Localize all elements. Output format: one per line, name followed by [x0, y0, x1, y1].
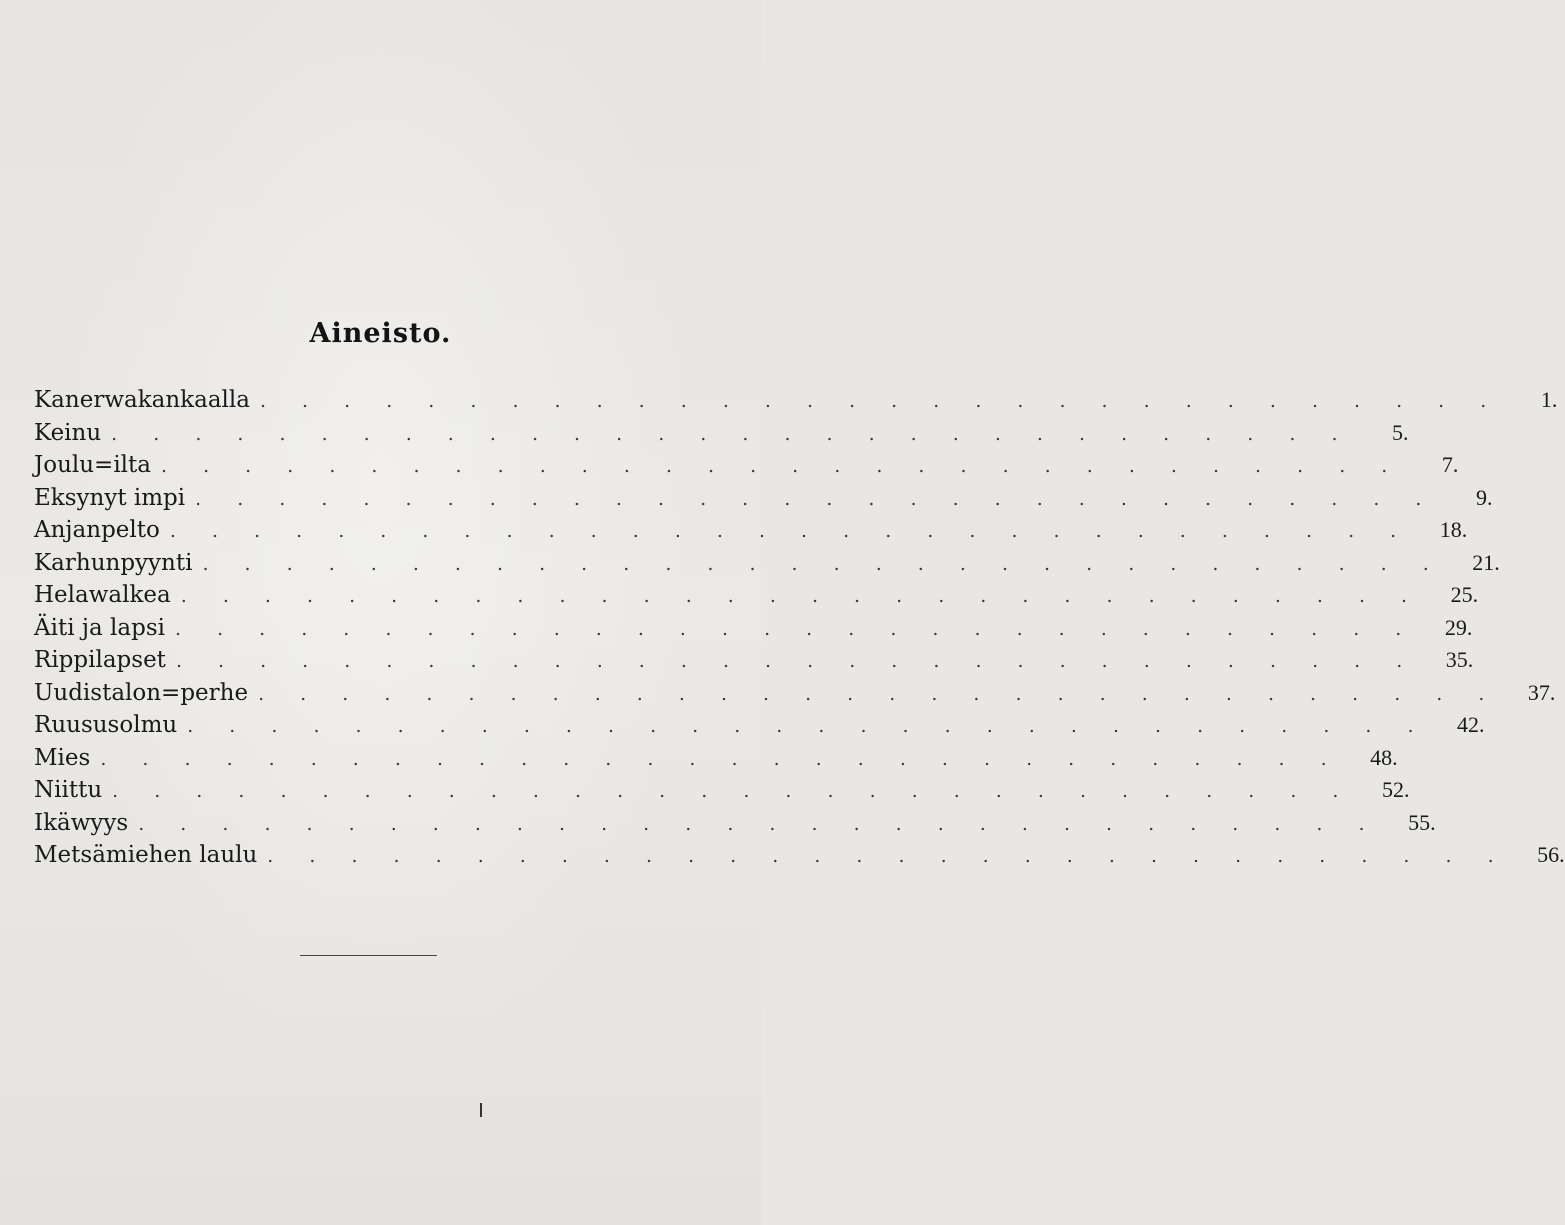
toc-entry: [34, 644, 1474, 677]
toc-entry-title: Joulu=ilta: [34, 452, 151, 478]
dot-leader: . . . . . . . . . . . . . . . . . . . . . . . . . . . . . .: [100, 747, 1342, 770]
dot-leader: . . . . . . . . . . . . . . . . . . . . . . . . . . . . . .: [169, 520, 1412, 542]
dot-leader: . . . . . . . . . . . . . . . . . . . . . . . . . . . . . .: [174, 617, 1417, 640]
toc-entry-page-number: 29.: [1444, 614, 1473, 640]
toc-entry-page-number: 21.: [1472, 549, 1500, 575]
toc-entry-title: Keinu: [34, 419, 102, 446]
table-of-contents: [34, 384, 1565, 872]
toc-entry-title: Ikäwyys: [34, 809, 129, 836]
toc-entry: [34, 839, 1565, 872]
dot-leader: . . . . . . . . . . . . . . . . . . . . . . . . . . . . . .: [111, 422, 1353, 445]
toc-entry-page-number: 42.: [1457, 712, 1485, 737]
toc-entry: [34, 807, 1436, 840]
dot-leader: . . . . . . . . . . . . . . . . . . . . . . . . . . . . . .: [175, 650, 1418, 672]
toc-entry: [34, 482, 1493, 515]
toc-entry-page-number: 56.: [1537, 842, 1565, 867]
toc-entry-title: Karhunpyynti: [34, 549, 193, 576]
ink-speck: [480, 1103, 482, 1117]
toc-entry: [34, 547, 1500, 580]
toc-entry-page-number: 18.: [1439, 517, 1468, 542]
toc-entry-page-number: 48.: [1370, 744, 1398, 770]
toc-entry: [34, 417, 1409, 450]
dot-leader: . . . . . . . . . . . . . . . . . . . . . . . . . . . . . .: [112, 780, 1354, 802]
page-title: Aineisto.: [309, 318, 452, 349]
dot-leader: . . . . . . . . . . . . . . . . . . . . . . . . . . . . . .: [138, 812, 1380, 835]
toc-entry-title: Helawalkea: [34, 582, 171, 608]
toc-entry: [34, 677, 1556, 710]
toc-entry-title: Uudistalon=perhe: [34, 679, 249, 706]
toc-entry-title: Eksynyt impi: [34, 484, 186, 511]
toc-entry: [34, 514, 1468, 547]
dot-leader: . . . . . . . . . . . . . . . . . . . . . . . . . . . . . .: [161, 455, 1403, 477]
toc-entry-page-number: 7.: [1441, 452, 1459, 477]
dot-leader: . . . . . . . . . . . . . . . . . . . . . . . . . . . . . .: [195, 487, 1437, 510]
closing-rule: [300, 955, 437, 956]
dot-leader: . . . . . . . . . . . . . . . . . . . . . . . . . . . . . .: [267, 845, 1509, 867]
toc-entry-title: Rippilapset: [34, 647, 166, 673]
toc-entry-page-number: 1.: [1540, 387, 1558, 412]
toc-entry: [34, 449, 1459, 482]
toc-entry-title: Niittu: [34, 777, 103, 803]
toc-entry-page-number: 55.: [1408, 809, 1436, 835]
toc-entry-page-number: 9.: [1475, 484, 1493, 510]
toc-entry-page-number: 5.: [1392, 419, 1409, 445]
dot-leader: . . . . . . . . . . . . . . . . . . . . . . . . . . . . . .: [202, 552, 1444, 575]
toc-entry-page-number: 25.: [1450, 582, 1479, 607]
toc-entry: [34, 384, 1558, 417]
toc-entry: [34, 612, 1473, 645]
toc-entry: [34, 742, 1398, 775]
dot-leader: . . . . . . . . . . . . . . . . . . . . . . . . . . . . . .: [259, 390, 1502, 412]
dot-leader: . . . . . . . . . . . . . . . . . . . . . . . . . . . . . .: [258, 682, 1500, 705]
toc-entry-page-number: 37.: [1527, 679, 1556, 705]
toc-entry-title: Metsämiehen laulu: [34, 842, 258, 868]
toc-entry-title: Anjanpelto: [34, 517, 160, 543]
toc-entry: [34, 709, 1485, 742]
toc-entry-title: Äiti ja lapsi: [34, 614, 165, 641]
toc-entry-title: Ruususolmu: [34, 712, 178, 738]
toc-entry-page-number: 52.: [1381, 777, 1410, 802]
toc-entry-page-number: 35.: [1445, 647, 1474, 672]
toc-entry: [34, 579, 1479, 612]
toc-entry: [34, 774, 1410, 807]
dot-leader: . . . . . . . . . . . . . . . . . . . . . . . . . . . . . .: [187, 715, 1429, 737]
toc-entry-title: Kanerwakankaalla: [34, 387, 250, 413]
dot-leader: . . . . . . . . . . . . . . . . . . . . . . . . . . . . . .: [180, 585, 1423, 607]
toc-entry-title: Mies: [34, 744, 91, 771]
